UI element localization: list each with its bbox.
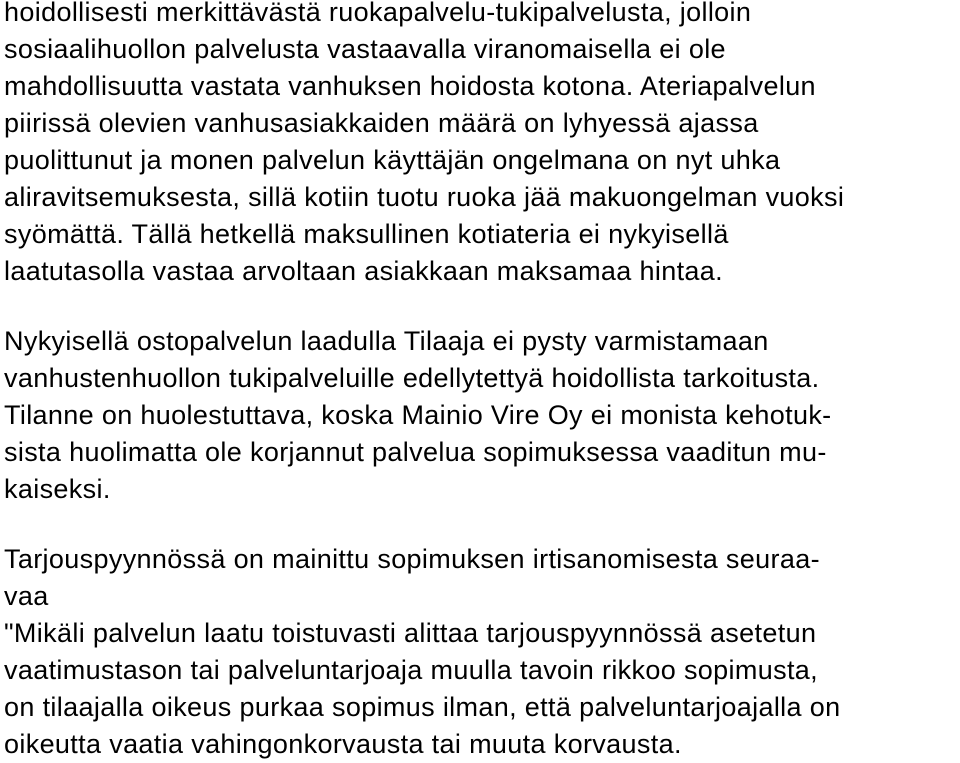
paragraph-1-line-5: puolittunut ja monen palvelun käyttäjän ongelmana on nyt uhka	[4, 145, 781, 175]
paragraph-1-line-6: aliravitsemuksesta, sillä kotiin tuotu ruoka jää makuongelman vuoksi	[4, 182, 845, 212]
paragraph-3-line-6: oikeutta vaatia vahingonkorvausta tai muuta korvausta.	[4, 729, 682, 759]
paragraph-1-line-4: piirissä olevien vanhusasiakkaiden määrä on lyhyessä ajassa	[4, 108, 759, 138]
paragraph-3-line-1: Tarjouspyynnössä on mainittu sopimuksen irtisanomisesta seuraa-	[4, 544, 820, 574]
paragraph-3-line-5: on tilaajalla oikeus purkaa sopimus ilman, että palveluntarjoajalla on	[4, 692, 841, 722]
paragraph-1-line-3: mahdollisuutta vastata vanhuksen hoidosta kotona. Ateriapalvelun	[4, 71, 816, 101]
paragraph-2-line-4: sista huolimatta ole korjannut palvelua sopimuksessa vaaditun mu-	[4, 437, 827, 467]
paragraph-2-line-3: Tilanne on huolestuttava, koska Mainio Vire Oy ei monista kehotuk-	[4, 400, 832, 430]
paragraph-1-line-2: sosiaalihuollon palvelusta vastaavalla viranomaisella ei ole	[4, 34, 726, 64]
paragraph-3-line-4: vaatimustason tai palveluntarjoaja muulla tavoin rikkoo sopimusta,	[4, 655, 819, 685]
paragraph-1-line-8: laatutasolla vastaa arvoltaan asiakkaan maksamaa hintaa.	[4, 256, 724, 286]
paragraph-3-line-3: "Mikäli palvelun laatu toistuvasti alittaa tarjouspyynnössä asetetun	[4, 618, 817, 648]
paragraph-2-line-2: vanhustenhuollon tukipalveluille edellytettyä hoidollista tarkoitusta.	[4, 363, 820, 393]
paragraph-1-line-7: syömättä. Tällä hetkellä maksullinen kotiateria ei nykyisellä	[4, 219, 729, 249]
paragraph-1-line-1: hoidollisesti merkittävästä ruokapalvelu-tukipalvelusta, jolloin	[4, 0, 752, 27]
paragraph-2-line-5: kaiseksi.	[4, 474, 111, 504]
paragraph-3-line-2: vaa	[4, 581, 49, 611]
paragraph-2-line-1: Nykyisellä ostopalvelun laadulla Tilaaja ei pysty varmistamaan	[4, 326, 769, 356]
